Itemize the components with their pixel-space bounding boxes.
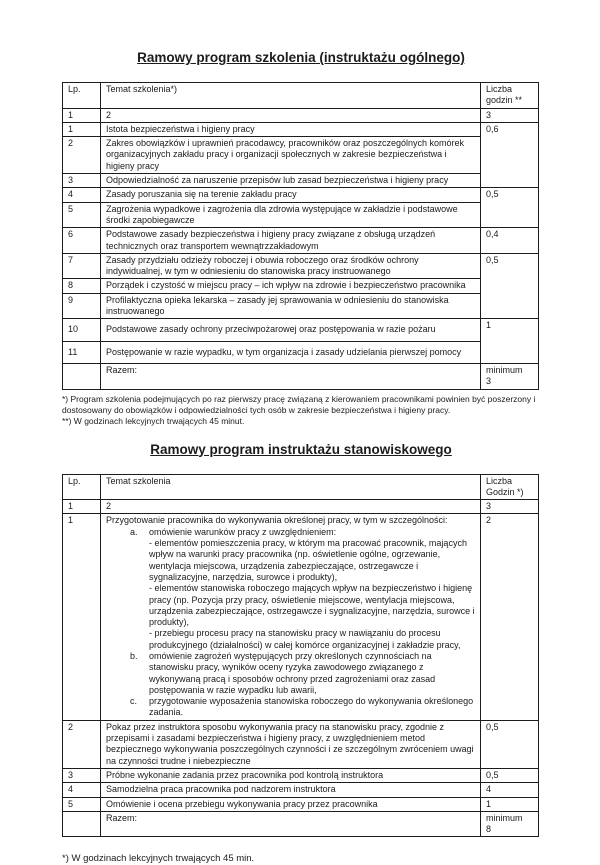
total-lp-empty (63, 811, 101, 837)
table-row (63, 783, 539, 797)
list-item-b (106, 651, 475, 696)
table-row (63, 279, 539, 293)
table-row (63, 768, 539, 782)
list-text-c: przygotowanie wyposażenia stanowiska roboczego do wykonywania określonego zadania. (149, 696, 474, 718)
section2-title: Ramowy program instruktażu stanowiskowego (150, 441, 452, 457)
hours-cell: 0,5 (481, 768, 539, 782)
section2-footnote: *) W godzinach lekcyjnych trwających 45 min. (62, 853, 255, 865)
row-lp: 5 (63, 202, 101, 228)
list-item-c (106, 696, 475, 719)
row-topic: Profilaktyczna opieka lekarska – zasady jej sprawowania w odniesieniu do stanowiska instruowanego (101, 293, 481, 319)
hours-cell: 0,6 (481, 122, 539, 187)
header-hours: Liczba Godzin *) (481, 474, 539, 500)
colnum-2: 2 (101, 108, 481, 122)
total-label: Razem: (101, 363, 481, 389)
list-marker-b: b. (130, 650, 138, 661)
row-topic: Zagrożenia wypadkowe i zagrożenia dla zdrowia występujące w zakładzie i podstawowe środki zapobiegawcze (101, 202, 481, 228)
table-row (63, 341, 539, 363)
row-topic: Podstawowe zasady bezpieczeństwa i higieny pracy związane z obsługą urządzeń technicznych oraz transportem wewnątrzzakładowym (101, 228, 481, 254)
table-row (63, 253, 539, 279)
hours-cell: 0,5 (481, 720, 539, 768)
list-marker-c: c. (130, 696, 138, 707)
row-topic: Istota bezpieczeństwa i higieny pracy (101, 122, 481, 136)
table-row (63, 319, 539, 341)
hours-cell: 0,5 (481, 253, 539, 318)
total-label: Razem: (101, 811, 481, 837)
row-topic: Próbne wykonanie zadania przez pracownika pod kontrolą instruktora (101, 768, 481, 782)
item-a-dash1: - elementów pomieszczenia pracy, w którym ma pracować pracownik, mających wpływ na warunki pracy pracownika (np. oświetlenie ogólne, ogrzewanie, wentylacja miejscowa, urządzenia zabezpieczające, ostrzegawcze i sygnalizacyjne, narzędzia, surowce i produkty), (149, 538, 467, 582)
footnote-star: *) Program szkolenia podejmujących po raz pierwszy pracę związaną z kierowaniem pracownikami powinien być poszerzony i dostosowany do obowiązków i odpowiedzialności tych osób w zakresie bezpieczeństwa i higieny pracy. (62, 393, 536, 415)
item-a-dash3: - przebiegu procesu pracy na stanowisku pracy w nawiązaniu do procesu produkcyjnego (działalności) w całej komórce organizacyjnej i zakładzie pracy, (149, 628, 461, 650)
hours-cell: 1 (481, 797, 539, 811)
row-lp: 4 (63, 783, 101, 797)
row-lp: 6 (63, 228, 101, 254)
item-a-dash2: - elementów stanowiska roboczego mających wpływ na bezpieczeństwo i higienę pracy (np. Pozycja przy pracy, oświetlenie miejscowe, wentylacja miejscowa, urządzenia zabezpieczające, ostrzegawcze i sygnalizacyjne, narzędzia, surowce i produkty), (149, 583, 475, 628)
list-item-a (106, 527, 475, 651)
total-row (63, 363, 539, 389)
row-lp: 2 (63, 137, 101, 174)
hours-cell: 1 (481, 319, 539, 364)
footnote-double-star: **) W godzinach lekcyjnych trwających 45 minut. (62, 415, 245, 426)
colnum-1: 1 (63, 108, 101, 122)
row-topic: Zasady przydziału odzieży roboczej i obuwia roboczego oraz środków ochrony indywidualnej, w tym w odniesieniu do stanowiska pracy instruowanego (101, 253, 481, 279)
total-row (63, 811, 539, 837)
table-header-row (63, 474, 539, 500)
row-topic: Postępowanie w razie wypadku, w tym organizacja i zasady udzielania pierwszej pomocy (101, 341, 481, 363)
hours-cell: 4 (481, 783, 539, 797)
workstation-training-table (62, 474, 539, 838)
total-lp-empty (63, 363, 101, 389)
row-lp: 2 (63, 720, 101, 768)
list-marker-a: a. (130, 526, 138, 537)
header-hours: Liczba godzin ** (481, 83, 539, 109)
colnum-3: 3 (481, 500, 539, 514)
table-row (63, 228, 539, 254)
total-hours-line1: minimum (486, 812, 523, 823)
list-text-b: omówienie zagrożeń występujących przy określonych czynnościach na stanowisku pracy, wyników oceny ryzyka zawodowego związanego z wykonywaną pracą i sposobów ochrony przed zagrożeniami oraz zasad postępowania w razie wypadku lub awarii, (149, 650, 436, 695)
header-topic: Temat szkolenia*) (101, 83, 481, 109)
row-topic: Zasady poruszania się na terenie zakładu pracy (101, 188, 481, 202)
column-number-row (63, 108, 539, 122)
row-topic: Porządek i czystość w miejscu pracy – ich wpływ na zdrowie i bezpieczeństwo pracownika (101, 279, 481, 293)
table-row (63, 122, 539, 136)
row-lp: 5 (63, 797, 101, 811)
row-lp: 4 (63, 188, 101, 202)
general-training-table (62, 82, 539, 390)
item-a-head: omówienie warunków pracy z uwzględnieniem: (149, 526, 337, 537)
total-hours-line1: minimum (486, 364, 523, 375)
row-topic: Zakres obowiązków i uprawnień pracodawcy, pracowników oraz poszczególnych komórek organizacyjnych zakładu pracy i organizacji społecznych w zakresie bezpieczeństwa i higieny pracy (101, 137, 481, 174)
row-lp: 10 (63, 319, 101, 341)
row-lp: 8 (63, 279, 101, 293)
colnum-3: 3 (481, 108, 539, 122)
table-row (63, 202, 539, 228)
row-lp: 3 (63, 768, 101, 782)
row-topic: Omówienie i ocena przebiegu wykonywania pracy przez pracownika (101, 797, 481, 811)
table-row (63, 720, 539, 768)
table-row (63, 188, 539, 202)
section1-footnotes (62, 394, 540, 427)
colnum-1: 1 (63, 500, 101, 514)
row-lp: 1 (63, 514, 101, 720)
total-hours (481, 811, 539, 837)
row-topic: Odpowiedzialność za naruszenie przepisów lub zasad bezpieczeństwa i higieny pracy (101, 174, 481, 188)
hours-cell: 0,4 (481, 228, 539, 254)
row-lp: 7 (63, 253, 101, 279)
hours-cell: 0,5 (481, 188, 539, 228)
colnum-2: 2 (101, 500, 481, 514)
row-lp: 1 (63, 122, 101, 136)
hours-cell: 2 (481, 514, 539, 720)
row-topic: Pokaz przez instruktora sposobu wykonywania pracy na stanowisku pracy, zgodnie z przepisami i zasadami bezpieczeństwa i higieny pracy, z uwzględnieniem metod bezpiecznego wykonywania poszczególnych czynności i ze szczególnym zwróceniem uwagi na czynności trudne i niebezpieczne (101, 720, 481, 768)
row-lp: 3 (63, 174, 101, 188)
total-hours-line2: 3 (486, 376, 492, 387)
document-content (62, 50, 540, 865)
table-row (63, 293, 539, 319)
row1-intro: Przygotowanie pracownika do wykonywania określonej pracy, w tym w szczególności: (106, 515, 448, 526)
row-lp: 11 (63, 341, 101, 363)
table-header-row (63, 83, 539, 109)
row-lp: 9 (63, 293, 101, 319)
table-row (63, 514, 539, 720)
table-row (63, 174, 539, 188)
column-number-row (63, 500, 539, 514)
total-hours (481, 363, 539, 389)
header-lp: Lp. (63, 83, 101, 109)
total-hours-line2: 8 (486, 824, 492, 835)
row1-content (101, 514, 481, 720)
header-lp: Lp. (63, 474, 101, 500)
table-row (63, 137, 539, 174)
header-topic: Temat szkolenia (101, 474, 481, 500)
section1-title: Ramowy program szkolenia (instruktażu ogólnego) (137, 50, 465, 65)
row-topic: Podstawowe zasady ochrony przeciwpożarowej oraz postępowania w razie pożaru (101, 319, 481, 341)
row-topic: Samodzielna praca pracownika pod nadzorem instruktora (101, 783, 481, 797)
list-text-a (149, 527, 475, 651)
table-row (63, 797, 539, 811)
